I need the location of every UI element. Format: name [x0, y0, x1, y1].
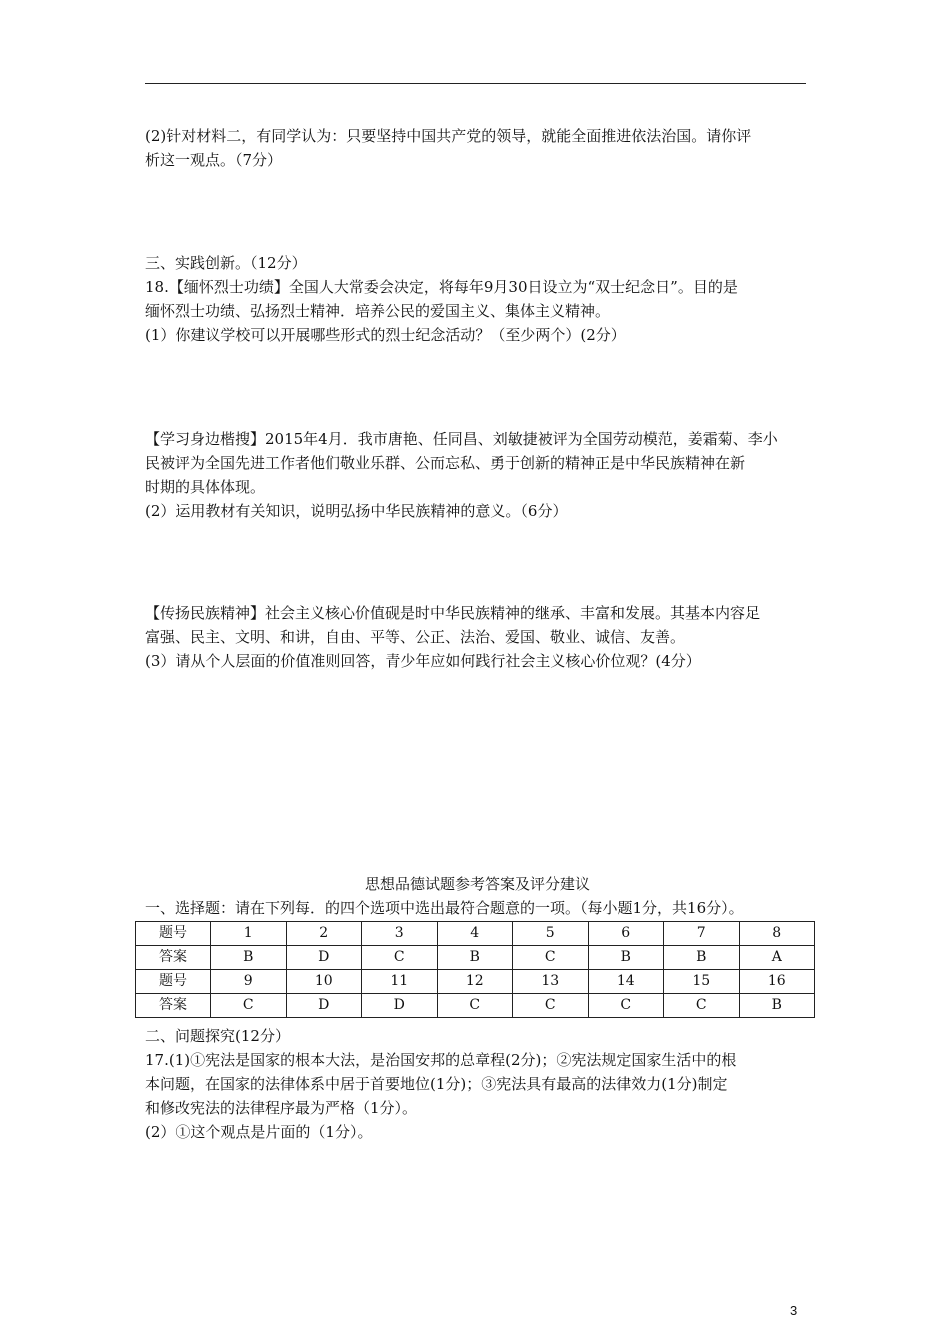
table-cell: 6: [588, 922, 664, 946]
table-row: [136, 970, 815, 994]
text-line: 本问题，在国家的法律体系中居于首要地位(1分)；③宪法具有最高的法律效力(1分)制定: [145, 1075, 728, 1093]
text-line: 17.(1)①宪法是国家的根本大法，是治国安邦的总章程(2分)；②宪法规定国家生活中的根: [145, 1051, 737, 1069]
table-cell: 题号: [136, 970, 211, 994]
table-cell: D: [362, 994, 438, 1018]
section3-heading: [145, 251, 810, 275]
table-cell: C: [513, 994, 589, 1018]
q18-prompt: [145, 275, 810, 347]
q17-answer: [145, 1048, 810, 1144]
table-cell: 5: [513, 922, 589, 946]
text-line: 民被评为全国先进工作者他们敬业乐群、公而忘私、勇于创新的精神正是中华民族精神在新: [145, 454, 746, 472]
section-heading: 一、选择题：请在下列每．的四个选项中选出最符合题意的一项。（每小题1分，共16分）。: [145, 899, 744, 917]
header-rule: [145, 83, 806, 84]
section-heading: 三、实践创新。（12分）: [145, 254, 307, 272]
page-number: 3: [790, 1303, 798, 1318]
table-cell: B: [588, 946, 664, 970]
answer-table: [135, 921, 815, 1018]
text-line: (2）①这个观点是片面的（1分）。: [145, 1123, 373, 1141]
table-cell: 4: [437, 922, 513, 946]
table-cell: 答案: [136, 994, 211, 1018]
table-cell: 1: [211, 922, 287, 946]
table-cell: C: [437, 994, 513, 1018]
table-cell: D: [286, 946, 362, 970]
table-cell: C: [513, 946, 589, 970]
text-line: 析这一观点。（7分）: [145, 151, 283, 169]
text-line: (2)针对材料二，有同学认为：只要坚持中国共产党的领导，就能全面推进依法治国。请你评: [145, 127, 752, 145]
table-cell: C: [211, 994, 287, 1018]
text-line: (3）请从个人层面的价值准则回答，青少年应如何践行社会主义核心价位观？(4分）: [145, 652, 701, 670]
text-line: 和修改宪法的法律程序最为严格（1分）。: [145, 1099, 418, 1117]
table-row: [136, 946, 815, 970]
text-line: (1）你建议学校可以开展哪些形式的烈士纪念活动？（至少两个）(2分）: [145, 326, 626, 344]
table-cell: B: [664, 946, 740, 970]
table-cell: B: [739, 994, 815, 1018]
answer-section1-heading: [145, 896, 810, 920]
text-line: 时期的具体体现。: [145, 478, 266, 496]
table-row: [136, 994, 815, 1018]
answer-key-title-text: 思想品德试题参考答案及评分建议: [364, 875, 590, 893]
national-spirit-material: [145, 601, 810, 673]
study-role-model-material: [145, 427, 810, 523]
table-cell: 15: [664, 970, 740, 994]
table-cell: C: [664, 994, 740, 1018]
table-cell: D: [286, 994, 362, 1018]
text-line: 【传扬民族精神】社会主义核心价值砚是时中华民族精神的继承、丰富和发展。其基本内容足: [145, 604, 761, 622]
table-cell: 题号: [136, 922, 211, 946]
text-line: 富强、民主、文明、和讲，自由、平等、公正、法治、爱国、敬业、诚信、友善。: [145, 628, 686, 646]
table-cell: C: [588, 994, 664, 1018]
table-cell: B: [437, 946, 513, 970]
table-cell: 7: [664, 922, 740, 946]
answer-key-title: [145, 872, 810, 896]
answer-section2-heading: [145, 1024, 810, 1048]
section-heading: 二、问题探究(12分）: [145, 1027, 290, 1045]
table-row: [136, 922, 815, 946]
text-line: 【学习身边楷搜】2015年4月．我市唐艳、任同昌、刘敏捷被评为全国劳动模范，姜霜菊、李小: [145, 430, 778, 448]
table-cell: 10: [286, 970, 362, 994]
table-cell: 9: [211, 970, 287, 994]
text-line: (2）运用教材有关知识，说明弘扬中华民族精神的意义。（6分）: [145, 502, 568, 520]
table-cell: 16: [739, 970, 815, 994]
table-cell: 14: [588, 970, 664, 994]
q17-part2-prompt: [145, 124, 810, 172]
table-cell: C: [362, 946, 438, 970]
table-cell: 8: [739, 922, 815, 946]
text-line: 缅怀烈士功绩、弘扬烈士精神．培养公民的爱国主义、集体主义精神。: [145, 302, 611, 320]
table-cell: 12: [437, 970, 513, 994]
table-cell: B: [211, 946, 287, 970]
table-cell: 答案: [136, 946, 211, 970]
text-line: 18.【缅怀烈士功绩】全国人大常委会决定，将每年9月30日设立为“双士纪念日”。目的是: [145, 278, 738, 296]
table-cell: A: [739, 946, 815, 970]
table-cell: 3: [362, 922, 438, 946]
table-cell: 13: [513, 970, 589, 994]
table-cell: 2: [286, 922, 362, 946]
table-cell: 11: [362, 970, 438, 994]
